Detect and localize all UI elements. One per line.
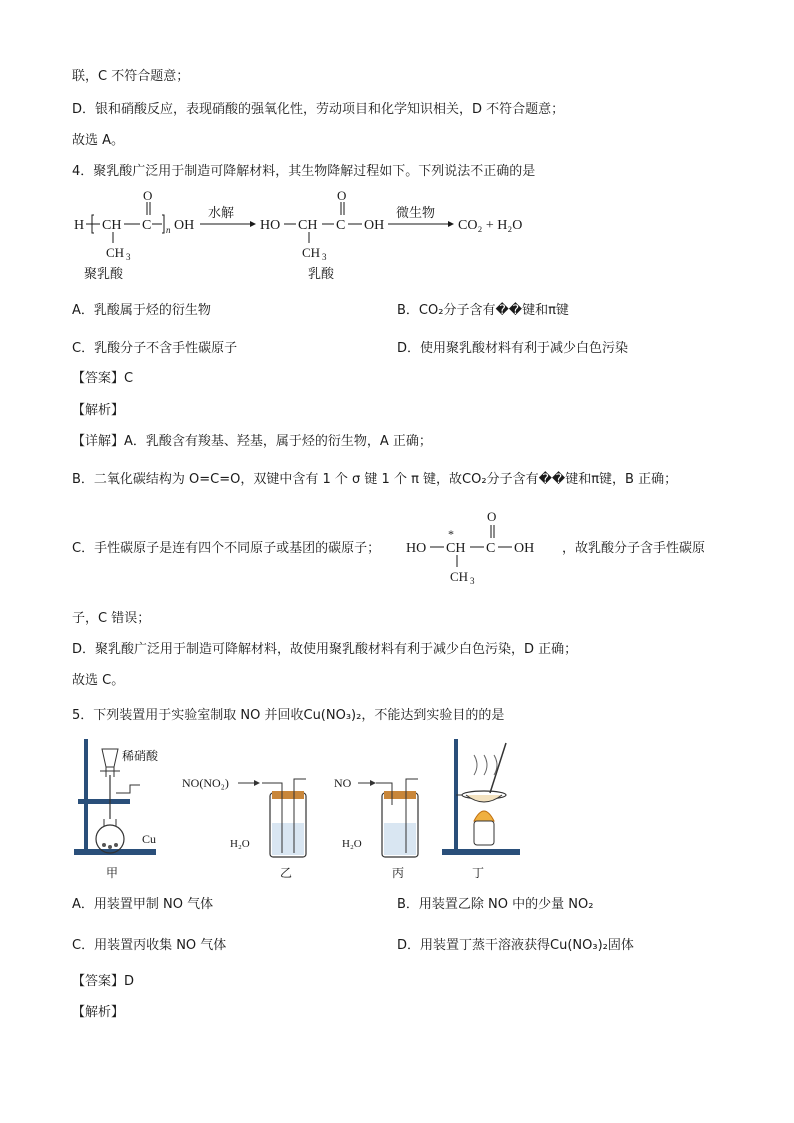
- option-c: C．用装置丙收集 NO 气体: [72, 938, 227, 953]
- acid-label: 稀硝酸: [122, 749, 159, 763]
- svg-text:*: *: [448, 527, 454, 541]
- lactic-acid-label: 乳酸: [308, 267, 335, 282]
- question-5-stem: 5．下列装置用于实验室制取 NO 并回收Cu(NO₃)₂，不能达到实验目的的是: [72, 708, 505, 723]
- option-d: D．使用聚乳酸材料有利于减少白色污染: [397, 341, 629, 356]
- conclusion-line: 故选 C。: [72, 673, 125, 688]
- svg-text:CH: CH: [446, 541, 466, 556]
- water-label-bing: H₂O: [342, 838, 362, 850]
- detail-line: ，故乳酸分子含手性碳原: [562, 541, 706, 556]
- lactic-acid-scheme: [70, 185, 550, 285]
- svg-text:C: C: [142, 218, 152, 233]
- svg-text:OH: OH: [514, 541, 535, 556]
- svg-text:O: O: [143, 188, 153, 203]
- svg-text:3: 3: [322, 252, 327, 262]
- option-c: C．乳酸分子不含手性碳原子: [72, 341, 238, 356]
- option-a: A．用装置甲制 NO 气体: [72, 897, 214, 912]
- apparatus-figure: [70, 735, 530, 885]
- gas-label-bing: NO: [334, 776, 352, 790]
- label-ding: 丁: [472, 866, 485, 880]
- detail-line: 子，C 错误；: [72, 611, 151, 626]
- apparatus-ding: [442, 739, 520, 880]
- apparatus-jia: [74, 739, 159, 880]
- svg-text:CH: CH: [106, 245, 125, 260]
- arrow-label-microbe: 微生物: [396, 206, 436, 221]
- option-b: B．CO₂分子含有��键和π键: [397, 303, 569, 318]
- detail-line: B．二氧化碳结构为 O=C=O，双键中含有 1 个 σ 键 1 个 π 键，故CO₂分子含有��键和π键，B 正确；: [72, 472, 678, 487]
- cu-label: Cu: [142, 832, 157, 846]
- arrow-label-hydrolysis: 水解: [208, 206, 235, 221]
- text-line: D．银和硝酸反应，表现硝酸的强氧化性，劳动项目和化学知识相关，D 不符合题意；: [72, 102, 565, 117]
- svg-text:n: n: [166, 225, 171, 235]
- gas-label-yi: NO(NO₂): [182, 776, 229, 790]
- svg-text:CH: CH: [102, 218, 122, 233]
- svg-text:3: 3: [470, 576, 475, 586]
- polylactic-acid-label: 聚乳酸: [84, 267, 124, 282]
- apparatus-yi: [182, 776, 306, 880]
- text-line: 联，C 不符合题意；: [72, 69, 190, 84]
- svg-text:HO: HO: [260, 218, 281, 233]
- detail-line: D．聚乳酸广泛用于制造可降解材料，故使用聚乳酸材料有利于减少白色污染，D 正确；: [72, 642, 578, 657]
- detail-line: 【详解】A．乳酸含有羧基、羟基，属于烃的衍生物，A 正确；: [72, 434, 432, 449]
- answer-label: 【答案】C: [72, 371, 134, 386]
- option-a: A．乳酸属于烃的衍生物: [72, 303, 211, 318]
- label-bing: 丙: [392, 866, 405, 880]
- chiral-carbon-structure: [402, 505, 562, 587]
- option-b: B．用装置乙除 NO 中的少量 NO₂: [397, 897, 594, 912]
- svg-text:CH: CH: [298, 218, 318, 233]
- svg-text:CH: CH: [302, 245, 321, 260]
- analysis-label: 【解析】: [72, 403, 125, 418]
- svg-text:HO: HO: [406, 541, 427, 556]
- option-d: D．用装置丁蒸干溶液获得Cu(NO₃)₂固体: [397, 938, 634, 953]
- answer-label: 【答案】D: [72, 974, 135, 989]
- svg-text:O: O: [487, 509, 497, 524]
- svg-text:3: 3: [126, 252, 131, 262]
- svg-text:O: O: [337, 188, 347, 203]
- label-jia: 甲: [106, 866, 119, 880]
- text-line: 故选 A。: [72, 133, 125, 148]
- detail-line: C．手性碳原子是连有四个不同原子或基团的碳原子；: [72, 541, 381, 556]
- svg-text:CH: CH: [450, 569, 469, 584]
- svg-text:OH: OH: [364, 218, 385, 233]
- analysis-label: 【解析】: [72, 1005, 125, 1020]
- svg-text:H: H: [74, 218, 85, 233]
- svg-text:OH: OH: [174, 218, 195, 233]
- svg-text:C: C: [336, 218, 346, 233]
- question-4-stem: 4．聚乳酸广泛用于制造可降解材料，其生物降解过程如下。下列说法不正确的是: [72, 164, 536, 179]
- water-label-yi: H₂O: [230, 838, 250, 850]
- label-yi: 乙: [280, 866, 293, 880]
- products-label: CO₂ + H₂O: [458, 218, 523, 233]
- svg-text:C: C: [486, 541, 496, 556]
- apparatus-bing: [334, 776, 418, 880]
